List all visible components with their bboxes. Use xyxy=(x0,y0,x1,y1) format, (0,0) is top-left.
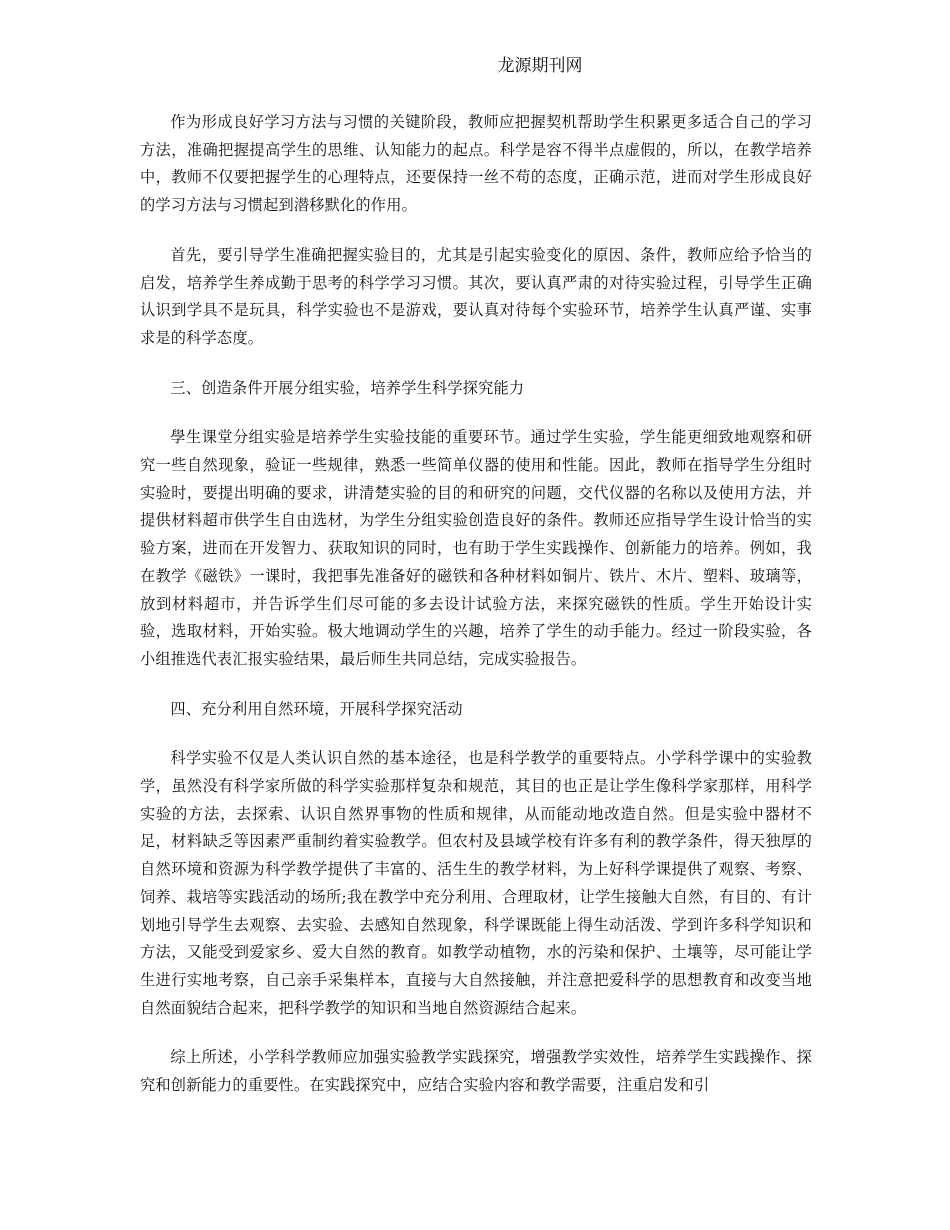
paragraph-conclusion: 综上所述，小学科学教师应加强实验教学实践探究，增强教学实效性，培养学生实践操作、探究和创新能力的重要性。在实践探究中，应结合实验内容和教学需要，注重启发和引 xyxy=(140,1048,812,1095)
paragraph-group-experiments: 學生课堂分组实验是培养学生实验技能的重要环节。通过学生实验，学生能更细致地观察和研究一些自然现象，验证一些规律，熟悉一些简单仪器的使用和性能。因此，教师在指导学生分组时实验时，要提出明确的要求，讲清楚实验的目的和研究的问题，交代仪器的名称以及使用方法，并提供材料超市供学生自由选材，为学生分组实验创造良好的条件。教师还应指导学生设计恰当的实验方案，进而在开发智力、获取知识的同时，也有助于学生实践操作、创新能力的培养。例如，我在教学《磁铁》一课时，我把事先准备好的磁铁和各种材料如铜片、铁片、木片、塑料、玻璃等，放到材料超市，并告诉学生们尽可能的多去设计试验方法，来探究磁铁的性质。学生开始设计实验，选取材料，开始实验。极大地调动学生的兴趣，培养了学生的动手能力。经过一阶段实验，各小组推选代表汇报实验结果，最后师生共同总结，完成实验报告。 xyxy=(140,428,812,668)
section-heading-4: 四、充分利用自然环境，开展科学探究活动 xyxy=(170,699,463,718)
paragraph-learning-habits: 作为形成良好学习方法与习惯的关键阶段，教师应把握契机帮助学生积累更多适合自己的学习方法，准确把握提高学生的思维、认知能力的起点。科学是容不得半点虚假的，所以，在教学培养中，教师不仅要把握学生的心理特点，还要保持一丝不苟的态度，正确示范，进而对学生形成良好的学习方法与习惯起到潜移默化的作用。 xyxy=(140,113,812,215)
section-heading-3: 三、创造条件开展分组实验，培养学生科学探究能力 xyxy=(170,378,525,397)
paragraph-experiment-purpose: 首先，要引导学生准确把握实验目的，尤其是引起实验变化的原因、条件，教师应给予恰当的启发，培养学生养成勤于思考的科学学习习惯。其次，要认真严肃的对待实验过程，引导学生正确认识到学具不是玩具，科学实验也不是游戏，要认真对待每个实验环节，培养学生认真严谨、实事求是的科学态度。 xyxy=(140,245,812,347)
paragraph-natural-environment: 科学实验不仅是人类认识自然的基本途径，也是科学教学的重要特点。小学科学课中的实验教学，虽然没有科学家所做的科学实验那样复杂和规范，其目的也正是让学生像科学家那样，用科学实验的方法，去探索、认识自然界事物的性质和规律，从而能动地改造自然。但是实验中器材不足，材料缺乏等因素严重制约着实验教学。但农村及县域学校有许多有利的教学条件，得天独厚的自然环境和资源为科学教学提供了丰富的、活生生的教学材料，为上好科学课提供了观察、考察、饲养、栽培等实践活动的场所;我在教学中充分利用、合理取材，让学生接触大自然，有目的、有计划地引导学生去观察、去实验、去感知自然现象，科学课既能上得生动活泼、学到许多科学知识和方法，又能受到爱家乡、爱大自然的教育。如教学动植物，水的污染和保护、土壤等，尽可能让学生进行实地考察，自己亲手采集样本，直接与大自然接触，并注意把爱科学的思想教育和改变当地自然面貌结合起来，把科学教学的知识和当地自然资源结合起来。 xyxy=(140,749,812,1017)
site-header: 龙源期刊网 xyxy=(497,56,583,76)
article-body xyxy=(140,109,812,1122)
